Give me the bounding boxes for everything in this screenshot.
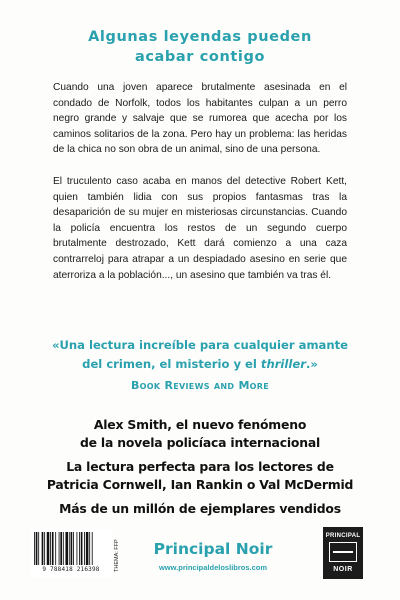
barcode-bar [73, 532, 74, 565]
barcode-bar [65, 532, 68, 565]
blurb-line-4: Patricia Cornwell, Ian Rankin o Val McDermid [46, 477, 354, 492]
barcode-bar [42, 532, 44, 565]
barcode-bar [63, 532, 64, 565]
barcode-bar [84, 532, 85, 565]
tagline-line-2: acabar contigo [134, 49, 266, 65]
barcode-bar [34, 532, 35, 565]
barcode-bar [81, 532, 83, 565]
barcode-bar [38, 532, 39, 565]
barcode-bar [44, 532, 45, 565]
publisher-logo [323, 527, 363, 579]
review-quote-line-1: «Una lectura increíble para cualquier amante [51, 338, 349, 352]
barcode-bar [92, 532, 93, 565]
barcode-bar [59, 532, 60, 565]
imprint-name: Principal Noir [153, 540, 273, 558]
thema-code: THEMA: FFP [114, 539, 120, 573]
barcode-bar [69, 532, 70, 565]
barcode-bar [52, 532, 54, 565]
isbn-number: 9 788418 216398 [42, 566, 100, 573]
review-quote-line-2-start: del crimen, el misterio y el [82, 357, 261, 371]
imprint-url: www.principaldeloslibros.com [158, 563, 268, 572]
barcode-bar [60, 532, 62, 565]
barcode-bars [32, 532, 110, 565]
blurb-line-2: de la novela policíaca internacional [79, 435, 321, 450]
review-source: Book Reviews and More [130, 379, 270, 392]
synopsis-paragraph-1: Cuando una joven aparece brutalmente asesinada en el condado de Norfolk, todos los habitantes culpan a un perro negro grande y salvaje que se rumorea que acecha por los caminos solitarios de la zona. Pero hay un problema: las heridas de la chica no son obra de un animal, sino de una persona. [53, 82, 347, 156]
barcode-bar [77, 532, 78, 565]
barcode-bar [47, 532, 50, 565]
logo-bottom-text: NOIR [333, 566, 353, 573]
barcode-bar [79, 532, 80, 565]
review-quote-line-2 [0, 355, 400, 374]
barcode-bar [50, 532, 51, 565]
synopsis-paragraph-2: El truculento caso acaba en manos del detective Robert Kett, quien también lidia con sus propios fantasmas tras la desaparición de su mujer en misteriosas circunstancias. Cuando la policía encuentra los restos de un segundo cuerpo brutalmente destrozado, Kett dará comienzo a una caza contrarreloj para atrapar a un despiadado asesino en serie que aterroriza a la población..., un asesino que también va tras él. [53, 176, 347, 281]
barcode-bar [36, 532, 38, 565]
review-quote-line-2-end: .» [305, 357, 318, 371]
logo-top-text: PRINCIPAL [325, 533, 361, 539]
barcode-bar [71, 532, 73, 565]
logo-emblem-icon [329, 542, 357, 562]
tagline-line-1: Algunas leyendas pueden [88, 29, 312, 45]
blurb-line-3: La lectura perfecta para los lectores de [66, 459, 334, 474]
review-quote-italic-word: thriller [260, 357, 306, 371]
barcode-bar [86, 532, 89, 565]
blurb-line-5: Más de un millón de ejemplares vendidos [59, 501, 341, 516]
barcode-bar [55, 532, 56, 565]
blurb-line-1: Alex Smith, el nuevo fenómeno [93, 417, 307, 432]
barcode-bar [89, 532, 90, 565]
barcode [30, 530, 112, 578]
